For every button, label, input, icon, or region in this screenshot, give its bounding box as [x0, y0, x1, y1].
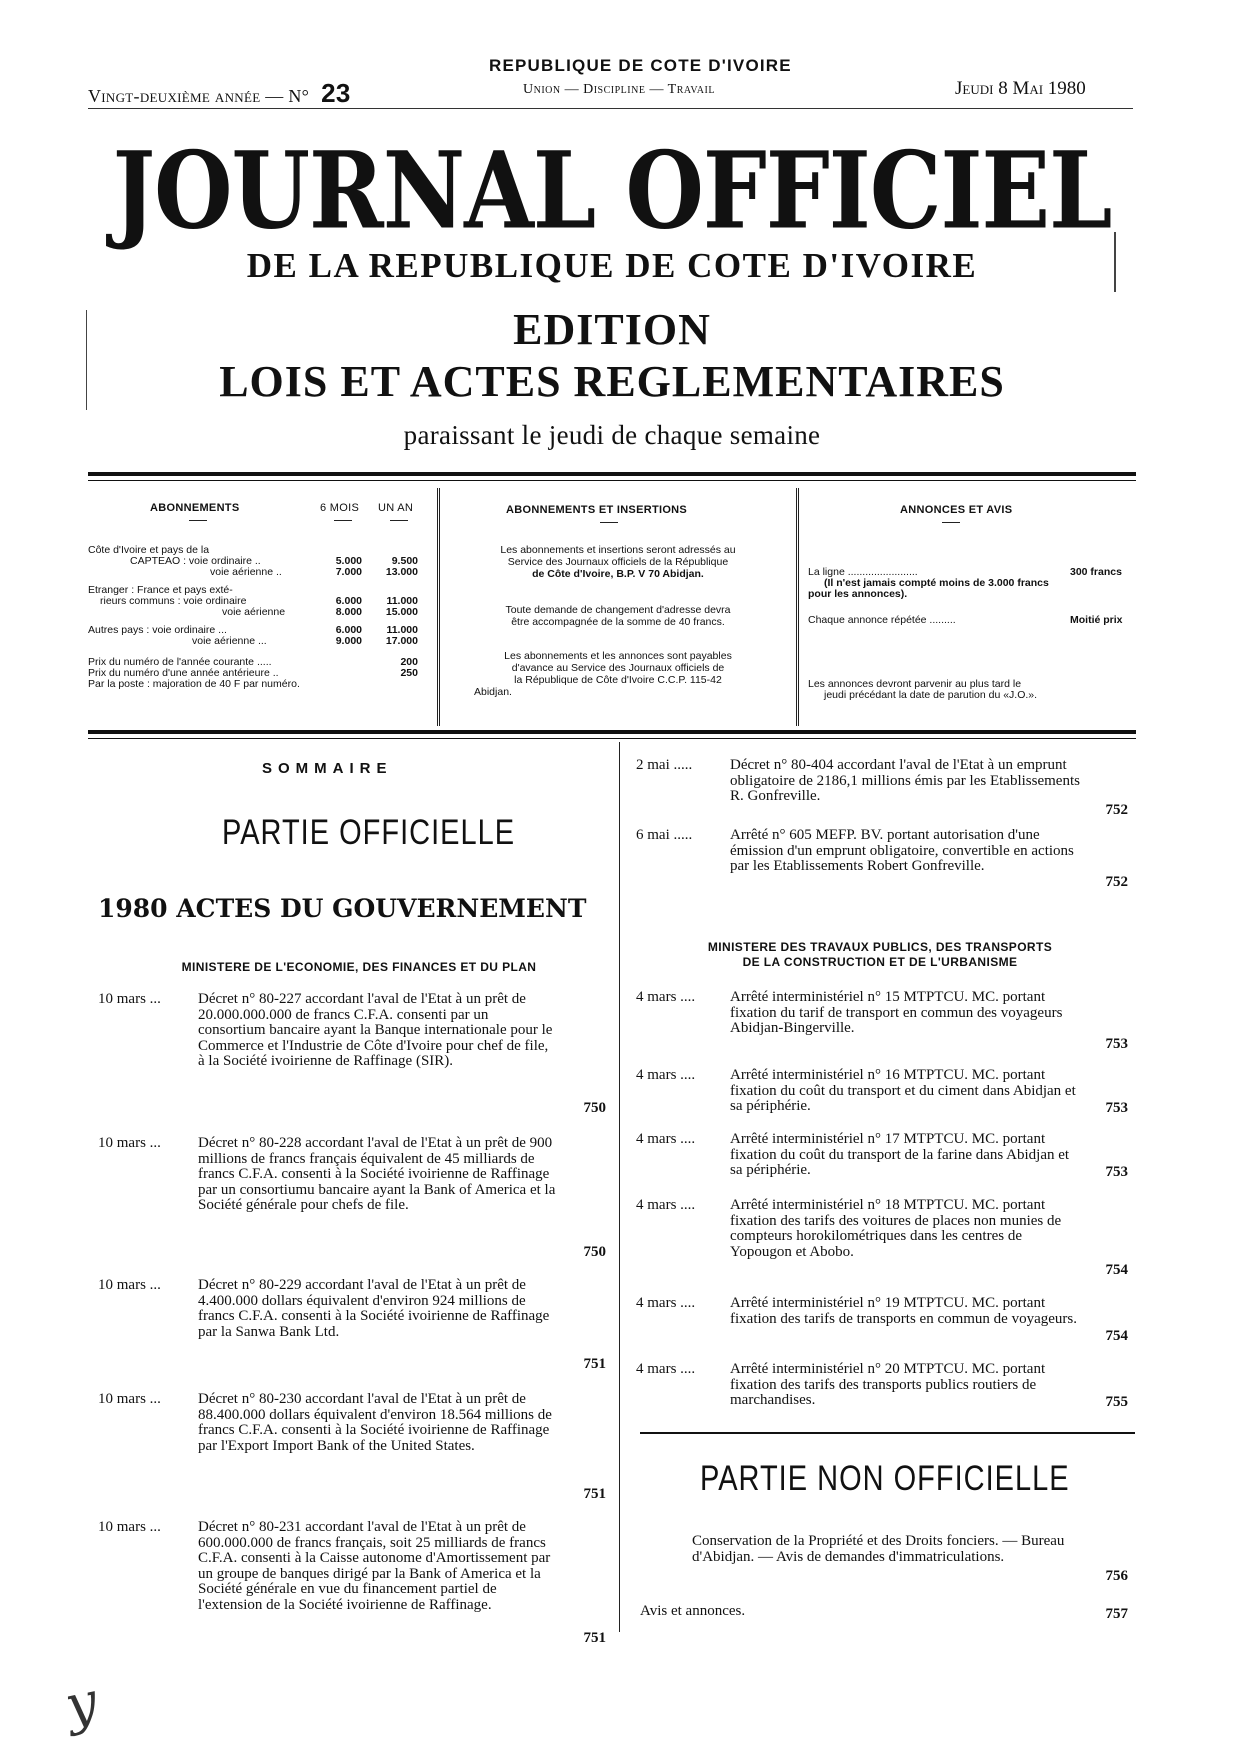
entry-page: 751: [583, 1485, 606, 1502]
entry-date: 10 mars ...: [98, 1391, 161, 1407]
entry-date: 4 mars ....: [636, 1067, 696, 1083]
box-bottom-rule: [88, 730, 1136, 734]
payment-text: [448, 650, 788, 698]
issue-year: Vingt-deuxième année — N°: [88, 86, 310, 106]
line-rate-label: La ligne ........................: [808, 566, 918, 578]
masthead-rule: [88, 472, 1136, 476]
entry-text: Arrêté interministériel n° 20 MTPTCU. MC. portant fixation des tarifs des transports publics routiers de marchandises.: [730, 1361, 1046, 1408]
sommaire-entry: [636, 758, 1136, 818]
entry-date: 4 mars ....: [636, 1295, 696, 1311]
price-current-value: 200: [400, 656, 418, 668]
entry-date: 2 mai .....: [636, 757, 693, 773]
ministry-line: MINISTERE DES TRAVAUX PUBLICS, DES TRANSPORTS: [707, 940, 1053, 954]
entry-text: Arrêté interministériel n° 16 MTPTCU. MC. portant fixation du coût du transport et du ciment dans Abidjan et sa périphérie.: [730, 1067, 1076, 1114]
price-current: Prix du numéro de l'année courante .....: [88, 656, 272, 668]
entry-text: Décret n° 80-404 accordant l'aval de l'Etat à un emprunt obligatoire de 2186,1 millions émis par les Etablissements R. Gonfreville.: [730, 757, 1080, 804]
sub-row-value: 5.000: [335, 555, 362, 567]
text-line: Les abonnements et les annonces sont payables: [504, 650, 732, 662]
sub-row-value: 8.000: [335, 606, 362, 618]
insertions-text: [448, 544, 788, 580]
col-un-an: UN AN: [378, 502, 414, 514]
entry-text: Décret n° 80-231 accordant l'aval de l'Etat à un prêt de 600.000.000 de francs français, soit 25 milliards de francs C.F.A. consenti à la Caisse autonome d'Amortissement par un groupe de banques dirigé par la Bank of America et la Société générale en vue du financement partiel de l'extension de la Société ivoirienne de Raffinage.: [198, 1519, 551, 1613]
sommaire-entry: [98, 1278, 614, 1372]
entry-date: 10 mars ...: [98, 991, 161, 1007]
sommaire-entry: [636, 1132, 1136, 1180]
entry-page: 754: [1105, 1327, 1128, 1344]
entry-date: 6 mai .....: [636, 827, 693, 843]
entry-page: 752: [1105, 801, 1128, 818]
annonces-heading: ANNONCES ET AVIS: [900, 504, 1013, 516]
entry-page: 754: [1105, 1261, 1128, 1278]
line-rate-note: pour les annonces).: [808, 588, 908, 600]
entry-text: Décret n° 80-230 accordant l'aval de l'Etat à un prêt de 88.400.000 dollars équivalent d'environ 18.564 millions de francs C.F.A. consenti à la Société ivoirienne de Raffinage par l'Export Import Bank of the United States.: [198, 1391, 552, 1454]
entry-page: 756: [1105, 1567, 1128, 1584]
entry-page: 753: [1105, 1099, 1128, 1116]
text-line: d'avance au Service des Journaux officiels de: [511, 662, 725, 674]
text-line: la République de Côte d'Ivoire C.C.P. 115-42: [514, 674, 722, 686]
entry-date: 10 mars ...: [98, 1519, 161, 1535]
sommaire-entry: [636, 1296, 1136, 1344]
box-bottom-rule-thin: [88, 738, 1136, 739]
issue-number: 23: [321, 78, 351, 108]
entry-text: Arrêté interministériel n° 15 MTPTCU. MC. portant fixation du tarif de transport en commun des voyageurs Abidjan-Bingerville.: [730, 989, 1063, 1036]
entry-page: 753: [1105, 1035, 1128, 1052]
ministry-line: DE LA CONSTRUCTION ET DE L'URBANISME: [742, 955, 1018, 969]
edition-label: EDITION: [513, 305, 711, 354]
sub-row-label: Etranger : France et pays exté-: [88, 584, 233, 596]
insertions-box: [448, 490, 788, 720]
ministry-public-works-heading: [630, 940, 1130, 970]
deadline-text: Les annonces devront parvenir au plus tard le: [808, 678, 1022, 690]
edition-name: LOIS ET ACTES REGLEMENTAIRES: [219, 357, 1005, 406]
entry-page: 751: [583, 1629, 606, 1646]
scan-mark: [86, 310, 87, 410]
subscriptions-box: [88, 490, 438, 720]
sub-row-value: 9.000: [335, 635, 362, 647]
price-previous-value: 250: [400, 667, 418, 679]
text-line: Abidjan.: [474, 686, 512, 698]
sub-row-value: 6.000: [335, 595, 362, 607]
subscriptions-heading: ABONNEMENTS: [150, 502, 240, 514]
entry-date: 4 mars ....: [636, 1197, 696, 1213]
entry-page: 755: [1105, 1393, 1128, 1410]
republic-header: REPUBLIQUE DE COTE D'IVOIRE: [489, 56, 792, 75]
scan-mark: [1114, 232, 1116, 292]
entry-text: Conservation de la Propriété et des Droits fonciers. — Bureau d'Abidjan. — Avis de demandes d'immatriculations.: [692, 1533, 1065, 1565]
sub-row-value: 11.000: [386, 595, 418, 607]
sub-row-label: voie aérienne ...: [192, 635, 267, 647]
entry-text: Décret n° 80-228 accordant l'aval de l'Etat à un prêt de 900 millions de francs français équivalent de 45 milliards de francs C.F.A. consenti à la Société ivoirienne de Raffinage par un consortiumu bancaire ayant la Bank of America et la Société générale pour chefs de file.: [198, 1135, 556, 1213]
sub-row-label: voie aérienne ..: [210, 566, 282, 578]
entry-text: Arrêté interministériel n° 18 MTPTCU. MC. portant fixation des tarifs des voitures de places non munies de compteurs horokilométriques dans les centres de Yopougon et Abobo.: [730, 1197, 1062, 1260]
masthead-rule-thin: [88, 480, 1136, 481]
journal-subtitle: DE LA REPUBLIQUE DE COTE D'IVOIRE: [246, 246, 978, 285]
entry-date: 10 mars ...: [98, 1277, 161, 1293]
sommaire-entry: [98, 1392, 614, 1502]
deadline-text: jeudi précédant la date de parution du «J.O.».: [824, 689, 1038, 701]
header-rule: [88, 108, 1133, 109]
sub-row-label: rieurs communs : voie ordinaire: [100, 595, 247, 607]
sommaire-entry: [640, 1534, 1136, 1584]
price-previous: Prix du numéro d'une année antérieure ..: [88, 667, 279, 679]
republic-motto: Union — Discipline — Travail: [523, 82, 715, 97]
journal-title: JOURNAL OFFICIEL: [112, 128, 1112, 254]
sub-row-label: Côte d'Ivoire et pays de la: [88, 544, 210, 556]
entry-page: 757: [1105, 1605, 1128, 1622]
annonces-box: [808, 490, 1138, 720]
sommaire-heading: SOMMAIRE: [262, 760, 393, 777]
entry-page: 753: [1105, 1163, 1128, 1180]
sommaire-entry: [636, 1068, 1136, 1116]
entry-date: 4 mars ....: [636, 1131, 696, 1147]
sommaire-entry: [98, 992, 614, 1116]
entry-page: 750: [583, 1099, 606, 1116]
sub-row-value: 11.000: [386, 624, 418, 636]
entry-text: Avis et annonces.: [640, 1603, 746, 1619]
sub-row-value: 6.000: [335, 624, 362, 636]
sommaire-entry: [636, 990, 1136, 1052]
line-rate-note: (Il n'est jamais compté moins de 3.000 francs: [824, 577, 1049, 589]
repeat-rate-value: Moitié prix: [1070, 614, 1123, 626]
box-separator: [796, 488, 799, 726]
sommaire-entry: [98, 1136, 614, 1260]
entry-page: 751: [583, 1355, 606, 1372]
sub-row-label: voie aérienne: [222, 606, 286, 618]
entry-text: Décret n° 80-227 accordant l'aval de l'Etat à un prêt de 20.000.000.000 de francs C.F.A. consenti par un consortium bancaire ayant la Banque internationale pour le Commerce et l'Industrie de Côte d'Ivoire pour chef de file, à la Société ivoirienne de Raffinage (SIR).: [198, 991, 553, 1069]
entry-text: Arrêté n° 605 MEFP. BV. portant autorisation d'une émission d'un emprunt obligatoire, convertible en actions par les Etablissements Robert Gonfreville.: [730, 827, 1074, 874]
sub-row-value: 9.500: [391, 555, 418, 567]
handwritten-signature: y: [59, 1669, 103, 1738]
sub-row-label: CAPTEAO : voie ordinaire ..: [130, 555, 261, 567]
text-line: Toute demande de changement d'adresse devra: [505, 604, 731, 616]
line-rate-value: 300 francs: [1070, 566, 1122, 578]
ministry-economy-heading: MINISTERE DE L'ECONOMIE, DES FINANCES ET DU PLAN: [181, 960, 537, 974]
sub-row-value: 7.000: [335, 566, 362, 578]
actes-heading: 1980 ACTES DU GOUVERNEMENT: [98, 894, 587, 923]
partie-non-officielle-rule: [640, 1432, 1135, 1434]
sub-row-value: 17.000: [385, 635, 418, 647]
publication-tagline: paraissant le jeudi de chaque semaine: [403, 420, 821, 450]
entry-date: 4 mars ....: [636, 1361, 696, 1377]
text-line: Les abonnements et insertions seront adressés au: [500, 544, 736, 556]
sommaire-entry: [98, 1520, 614, 1646]
entry-date: 10 mars ...: [98, 1135, 161, 1151]
address-change-text: [448, 604, 788, 628]
entry-text: Arrêté interministériel n° 17 MTPTCU. MC. portant fixation du coût du transport de la farine dans Abidjan et sa périphérie.: [730, 1131, 1070, 1178]
box-separator: [437, 488, 440, 726]
insertions-heading: ABONNEMENTS ET INSERTIONS: [506, 504, 688, 516]
sub-row-label: Autres pays : voie ordinaire ...: [88, 624, 227, 636]
partie-non-officielle-heading: PARTIE NON OFFICIELLE: [700, 1460, 1070, 1499]
entry-page: 752: [1105, 873, 1128, 890]
partie-officielle-heading: PARTIE OFFICIELLE: [222, 814, 516, 853]
sub-row-value: 15.000: [385, 606, 418, 618]
entry-text: Décret n° 80-229 accordant l'aval de l'Etat à un prêt de 4.400.000 dollars équivalent d'environ 924 millions de francs C.F.A. consenti à la Société ivoirienne de Raffinage par la Sanwa Bank Ltd.: [198, 1277, 550, 1340]
text-line: Service des Journaux officiels de la République: [507, 556, 729, 568]
sub-row-value: 13.000: [385, 566, 418, 578]
entry-date: 4 mars ....: [636, 989, 696, 1005]
col-6-mois: 6 MOIS: [320, 502, 360, 514]
sommaire-entry: [636, 828, 1136, 890]
entry-page: 750: [583, 1243, 606, 1260]
column-separator: [619, 742, 620, 1632]
text-line: être accompagnée de la somme de 40 francs.: [511, 616, 725, 628]
sommaire-entry: [636, 1362, 1136, 1410]
sommaire-entry: [636, 1198, 1136, 1278]
issue-info: [88, 78, 351, 109]
entry-text: Arrêté interministériel n° 19 MTPTCU. MC. portant fixation des tarifs de transports en commun de voyageurs.: [730, 1295, 1077, 1327]
sommaire-entry: [640, 1604, 1136, 1622]
text-line: de Côte d'Ivoire, B.P. V 70 Abidjan.: [532, 568, 704, 580]
price-postal: Par la poste : majoration de 40 F par numéro.: [88, 678, 300, 690]
issue-date: Jeudi 8 Mai 1980: [955, 78, 1086, 99]
repeat-rate-label: Chaque annonce répétée .........: [808, 614, 956, 626]
